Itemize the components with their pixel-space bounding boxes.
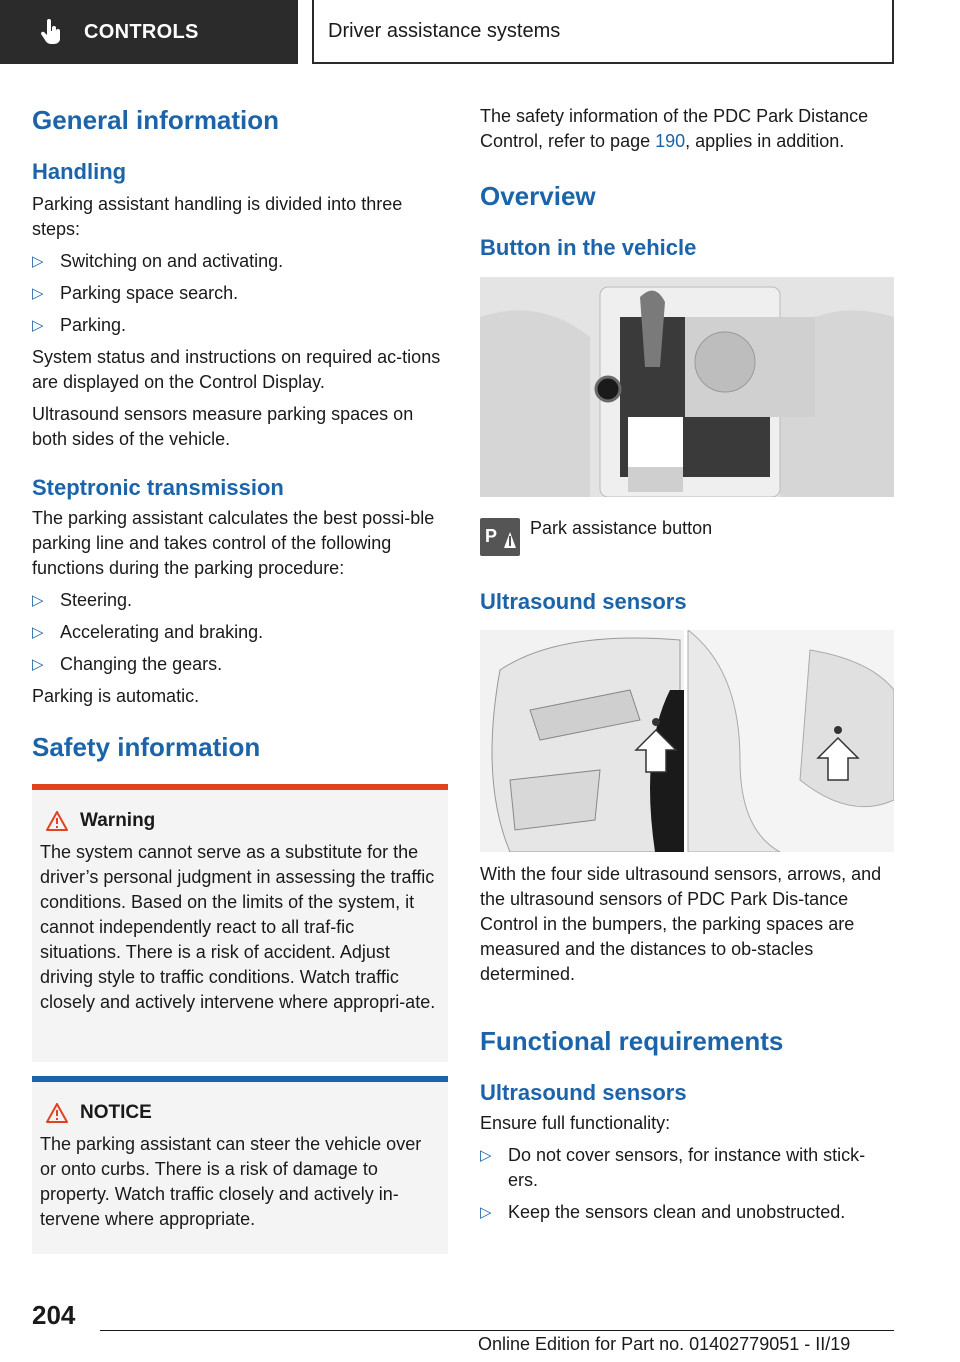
list-item: ▷ Changing the gears. (32, 654, 223, 674)
notice-box (32, 1076, 448, 1254)
list-item: ▷ Keep the sensors clean and unobstructed. (480, 1202, 846, 1222)
notice-text: The parking assistant can steer the vehicle over or onto curbs. There is a risk of damage to property. Watch traffic closely and actively in-tervene where appropriate. (40, 1134, 422, 1229)
page-link[interactable]: 190 (655, 131, 686, 151)
warning-triangle-icon (46, 811, 68, 831)
list-item: ▷ Parking space search. (32, 283, 239, 303)
chapter-tab (0, 0, 298, 64)
notice-label: NOTICE (80, 1102, 152, 1123)
sensors-paragraph: With the four side ultrasound sensors, arrows, and the ultrasound sensors of PDC Park Dis-tance Control in the bumpers, the parking spaces are measured and the distances to ob-stacles determined. (480, 864, 882, 984)
handling-intro: Parking assistant handling is divided into three steps: (32, 194, 403, 239)
general-info-heading: General information (32, 105, 280, 135)
footer-rule (100, 1330, 894, 1331)
list-item: ▷ Accelerating and braking. (32, 622, 264, 642)
svg-text:P: P (485, 526, 498, 546)
steptronic-paragraph: The parking assistant calculates the best possi-ble parking line and takes control of the following functions during the parking procedure: (32, 508, 435, 578)
sensors-image (480, 630, 894, 852)
safety-heading: Safety information (32, 732, 261, 762)
right-column (480, 104, 896, 262)
handling-steps-list (32, 249, 448, 338)
left-column (32, 104, 448, 763)
warning-title-row (40, 784, 438, 832)
steptronic-heading: Steptronic transmission (32, 475, 284, 500)
warning-bar (32, 784, 448, 790)
edition-text: Online Edition for Part no. 01402779051 - II/19 (478, 1334, 851, 1354)
hand-icon (40, 19, 64, 45)
center-console-illustration (480, 277, 894, 497)
notice-triangle-icon (46, 1103, 68, 1123)
automatic-paragraph: Parking is automatic. (32, 686, 200, 706)
handling-heading: Handling (32, 159, 127, 184)
overview-heading: Overview (480, 181, 596, 211)
functional-heading: Functional requirements (480, 1026, 784, 1056)
park-assist-label: Park assistance button (530, 518, 713, 538)
list-item: ▷ Switching on and activating. (32, 251, 284, 271)
list-item: ▷ Parking. (32, 315, 127, 335)
page-number: 204 (32, 1300, 76, 1330)
console-image (480, 277, 894, 497)
chapter-title: Driver assistance systems (328, 19, 561, 42)
warning-label: Warning (80, 810, 156, 831)
chapter-header (312, 0, 894, 64)
list-item: ▷ Steering. (32, 590, 133, 610)
pdc-paragraph: The safety information of the PDC Park Distance Control, refer to page 190, applies in addition. (480, 106, 869, 151)
notice-title-row (40, 1076, 438, 1124)
warning-text: The system cannot serve as a substitute for the driver’s personal judgment in assessing the traffic conditions. Based on the limits of the system, it cannot independently react to all traf-fic situations. There is a risk of accident. Adjust driving style to traffic conditions. Watch traffic closely and actively intervene where appropri-ate. (40, 842, 436, 1012)
right-lower-column (480, 862, 894, 1225)
status-paragraph: System status and instructions on required ac-tions are displayed on the Control Display. (32, 347, 441, 392)
steptronic-list (32, 588, 448, 677)
list-item: ▷ Do not cover sensors, for instance with stick-ers. (480, 1145, 866, 1190)
button-heading: Button in the vehicle (480, 235, 697, 260)
ultrasound-paragraph: Ultrasound sensors measure parking spaces on both sides of the vehicle. (32, 404, 414, 449)
section-label: CONTROLS (84, 20, 199, 43)
functional-list (480, 1143, 894, 1225)
warning-box (32, 784, 448, 1062)
sensors-heading: Ultrasound sensors (480, 589, 687, 614)
vehicle-sensors-illustration (480, 630, 894, 852)
park-assist-icon (480, 518, 520, 556)
functional-subheading: Ultrasound sensors (480, 1080, 687, 1105)
functional-intro: Ensure full functionality: (480, 1113, 671, 1133)
notice-bar (32, 1076, 448, 1082)
